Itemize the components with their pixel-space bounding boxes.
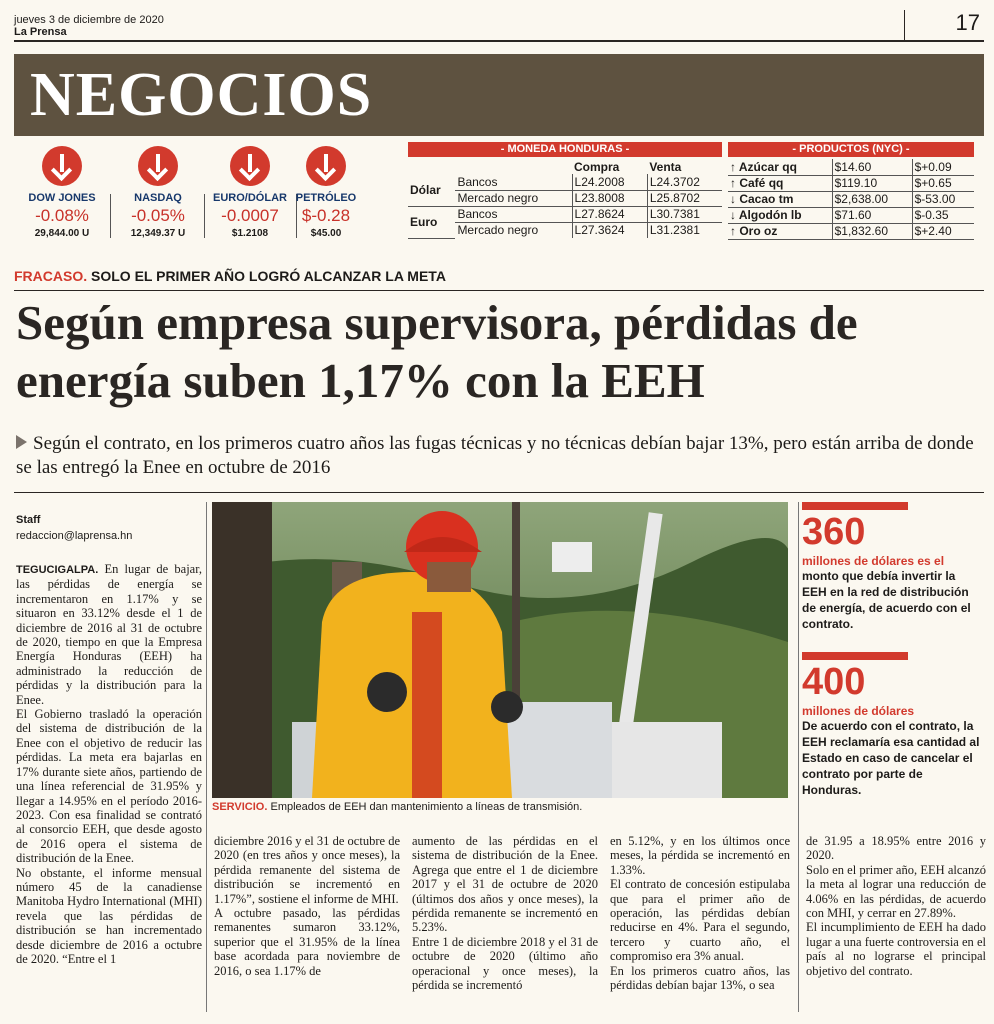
ticker-change: -0.08%: [35, 206, 89, 225]
paragraph: El Gobierno trasladó la operación del sistema de distribución de la Enee con el objetivo de reducir las pérdidas. La meta era bajarlas en 17% durante siete años, partiendo de una línea referencial de 31.95% y llegar a 14.95% en el período 2016-2023. Con esa finalidad se contrató al consorcio EEH, que desde agosto de 2016 opera el sistema de distribución de la Enee.: [16, 707, 202, 866]
article-kicker: [14, 268, 984, 291]
up-arrow-icon: ↑: [730, 224, 740, 238]
paragraph: El incumplimiento de EEH ha dado lugar a una fuerte controversia en el país al no lograrse el principal objetivo del contrato.: [806, 920, 986, 978]
paragraph: Entre 1 de diciembre 2018 y el 31 de octubre de 2020 (último año operacional y once meses), la pérdida se incrementó: [412, 934, 598, 993]
table-row: [408, 174, 722, 190]
sell-value: L31.2381: [647, 222, 722, 238]
paragraph: El contrato de concesión estipulaba que para el primer año de operación, las pérdidas debían reducirse en 4%. Para el segundo, tercero y cuarto año, el compromiso era 3% anual.: [610, 877, 790, 964]
stat-unit: millones de dólares es el: [802, 554, 945, 568]
sell-value: L24.3702: [647, 174, 722, 190]
ticker-name: EURO/DÓLAR: [213, 192, 287, 204]
paragraph: TEGUCIGALPA. En lugar de bajar, las pérdidas de energía se incrementaron en 1.17% y se situaron en 33.12% desde el 1 de diciembre de 2016 al 31 de octubre de 2020, tiempo en que la Empresa Energía Honduras (EEH) ha administrado la reducción de pérdidas y la distribución para la Enee.: [16, 562, 202, 707]
ticker-change: $-0.28: [301, 206, 351, 225]
product-change: $+0.65: [912, 175, 974, 191]
down-arrow-icon: ↓: [730, 192, 740, 206]
stat-number: 400: [802, 661, 866, 703]
product-change: $+2.40: [912, 223, 974, 239]
issue-date: jueves 3 de diciembre de 2020: [14, 14, 164, 26]
buy-value: L23.8008: [572, 190, 647, 206]
caption-label: SERVICIO.: [212, 801, 268, 813]
table-row: [408, 206, 722, 222]
article-photo: [212, 502, 788, 798]
up-arrow-icon: ↑: [730, 159, 739, 174]
dateline: TEGUCIGALPA.: [16, 564, 99, 576]
table-row: [408, 190, 722, 206]
market-name: Mercado negro: [457, 223, 539, 238]
section-title: NEGOCIOS: [30, 61, 373, 129]
article-column-3: [412, 834, 598, 992]
buy-value: L24.2008: [572, 174, 647, 190]
product-price: $2,638.00: [832, 191, 912, 207]
paragraph: de 31.95 a 18.95% entre 2016 y 2020.: [806, 834, 986, 863]
sell-value: L30.7381: [647, 206, 722, 222]
buy-header: Compra: [574, 160, 620, 174]
market-tickers: [18, 146, 368, 246]
stat-description: De acuerdo con el contrato, la EEH reclamaría esa cantidad al Estado en caso de cancelar el contrato por parte de Honduras.: [802, 719, 980, 797]
table-row: [728, 223, 974, 239]
stat-box-400: [802, 652, 982, 798]
ticker-nasdaq: [114, 146, 202, 239]
market-name: Mercado negro: [455, 190, 572, 206]
product-change: $-53.00: [912, 191, 974, 207]
ticker-change: -0.05%: [131, 206, 185, 225]
sell-value: L25.8702: [647, 190, 722, 206]
article-deck: Según el contrato, en los primeros cuatro años las fugas técnicas y no técnicas debían bajar 13%, pero están arriba de donde se las entregó la Enee en octubre de 2016: [16, 433, 974, 478]
market-name: Bancos: [455, 206, 572, 222]
products-table: [728, 142, 974, 240]
divider: [14, 492, 984, 493]
product-name: ↓ Cacao tm: [728, 191, 832, 207]
table-row: [728, 175, 974, 191]
page-header: [14, 8, 984, 42]
down-arrow-icon: ↓: [730, 208, 739, 222]
market-name: Bancos: [455, 174, 572, 190]
stat-box-360: [802, 502, 982, 632]
product-price: $14.60: [832, 159, 912, 175]
product-name: ↑ Café qq: [728, 175, 832, 191]
article-column-4: [610, 834, 790, 992]
ticker-euro-dollar: [206, 146, 294, 239]
sell-header: Venta: [649, 160, 682, 174]
products-table-title: - PRODUCTOS (NYC) -: [728, 142, 974, 157]
product-name: ↑ Azúcar qq: [728, 159, 832, 175]
currency-name: Euro: [408, 206, 455, 238]
article-headline: Según empresa supervisora, pérdidas de energía suben 1,17% con la EEH: [16, 295, 858, 408]
kicker-label: FRACASO.: [14, 268, 88, 284]
stat-bar: [802, 652, 908, 660]
ticker-name: NASDAQ: [134, 192, 182, 204]
triangle-bullet-icon: [16, 435, 27, 449]
stat-bar: [802, 502, 908, 510]
ticker-name: PETRÓLEO: [295, 192, 357, 204]
currency-name: Dólar: [408, 174, 455, 206]
byline-name: Staff: [16, 514, 41, 526]
down-arrow-icon: [306, 146, 346, 186]
ticker-value: $45.00: [310, 228, 342, 239]
table-row: [728, 159, 974, 175]
table-row: [728, 207, 974, 223]
article-column-1: [16, 562, 202, 966]
buy-value: L27.8624: [572, 206, 647, 222]
paragraph: diciembre 2016 y el 31 de octubre de 2020 (en tres años y once meses), la pérdida remanente del sistema de distribución se incrementó en 1.17%”, sostiene el informe de MHI.: [214, 834, 400, 906]
byline-email: redaccion@laprensa.hn: [16, 530, 133, 542]
ticker-value: 12,349.37 U: [130, 228, 186, 239]
currency-table-title: - MONEDA HONDURAS -: [408, 142, 722, 157]
stat-unit: millones de dólares: [802, 704, 915, 718]
table-row: [728, 191, 974, 207]
column-divider: [798, 502, 799, 1012]
down-arrow-icon: [230, 146, 270, 186]
up-arrow-icon: ↑: [730, 176, 740, 190]
section-banner: [14, 54, 984, 136]
stat-description: monto que debía invertir la EEH en la red de distribución de energía, de acuerdo con el contrato.: [802, 569, 971, 631]
product-price: $119.10: [832, 175, 912, 191]
paragraph: Solo en el primer año, EEH alcanzó la meta al lograr una reducción de 4.06% en las pérdidas, de acuerdo con MHI, y cerrar en 27.89%.: [806, 862, 986, 921]
buy-value: L27.3624: [572, 222, 647, 238]
currency-table: [408, 142, 722, 239]
paragraph: En los primeros cuatro años, las pérdidas debían bajar 13%, o sea: [610, 963, 790, 993]
newspaper-name: La Prensa: [14, 26, 67, 38]
ticker-divider: [110, 194, 111, 238]
paragraph: A octubre pasado, las pérdidas remanentes sumaron 33.12%, superior que el 31.95% de la línea base acordada para noviembre de 2016, o sea 1.17% de: [214, 906, 400, 978]
ticker-value: $1.2108: [231, 228, 269, 239]
article-column-5: [806, 834, 986, 978]
paragraph: en 5.12%, y en los últimos once meses, la pérdida se incrementó en 1.33%.: [610, 834, 790, 877]
article-column-2: [214, 834, 400, 978]
page-number: 17: [955, 10, 980, 35]
ticker-value: 29,844.00 U: [34, 228, 90, 239]
column-divider: [206, 502, 207, 1012]
product-change: $+0.09: [912, 159, 974, 175]
paragraph: No obstante, el informe mensual número 45 de la canadiense Manitoba Hydro International (MHI) revela que las pérdidas de distribución se han incrementado desde diciembre de 2016 a octubre de 2020. “Entre el 1: [16, 865, 202, 966]
paragraph: aumento de las pérdidas en el sistema de distribución de la Enee. Agrega que entre el 1 de diciembre 2017 y el 31 de octubre de 2020 (últimos dos años y once meses), la pérdida remanente se incrementó en 5.23%.: [412, 834, 598, 935]
ticker-name: DOW JONES: [28, 192, 96, 204]
header-divider: [904, 10, 905, 40]
down-arrow-icon: [138, 146, 178, 186]
kicker-text: SOLO EL PRIMER AÑO LOGRÓ ALCANZAR LA META: [91, 268, 446, 284]
caption-text: Empleados de EEH dan mantenimiento a líneas de transmisión.: [270, 801, 583, 813]
ticker-divider: [204, 194, 205, 238]
product-price: $1,832.60: [832, 223, 912, 239]
ticker-oil: [282, 146, 370, 239]
stat-number: 360: [802, 511, 866, 553]
product-name: ↑ Oro oz: [728, 223, 832, 239]
down-arrow-icon: [42, 146, 82, 186]
lineman-photo: [212, 502, 788, 798]
product-price: $71.60: [832, 207, 912, 223]
product-name: ↓ Algodón lb: [728, 207, 832, 223]
product-change: $-0.35: [912, 207, 974, 223]
ticker-change: -0.0007: [221, 206, 279, 225]
photo-caption: [212, 801, 788, 813]
byline: [16, 512, 132, 544]
ticker-dow-jones: [18, 146, 106, 239]
table-row: [408, 222, 722, 238]
